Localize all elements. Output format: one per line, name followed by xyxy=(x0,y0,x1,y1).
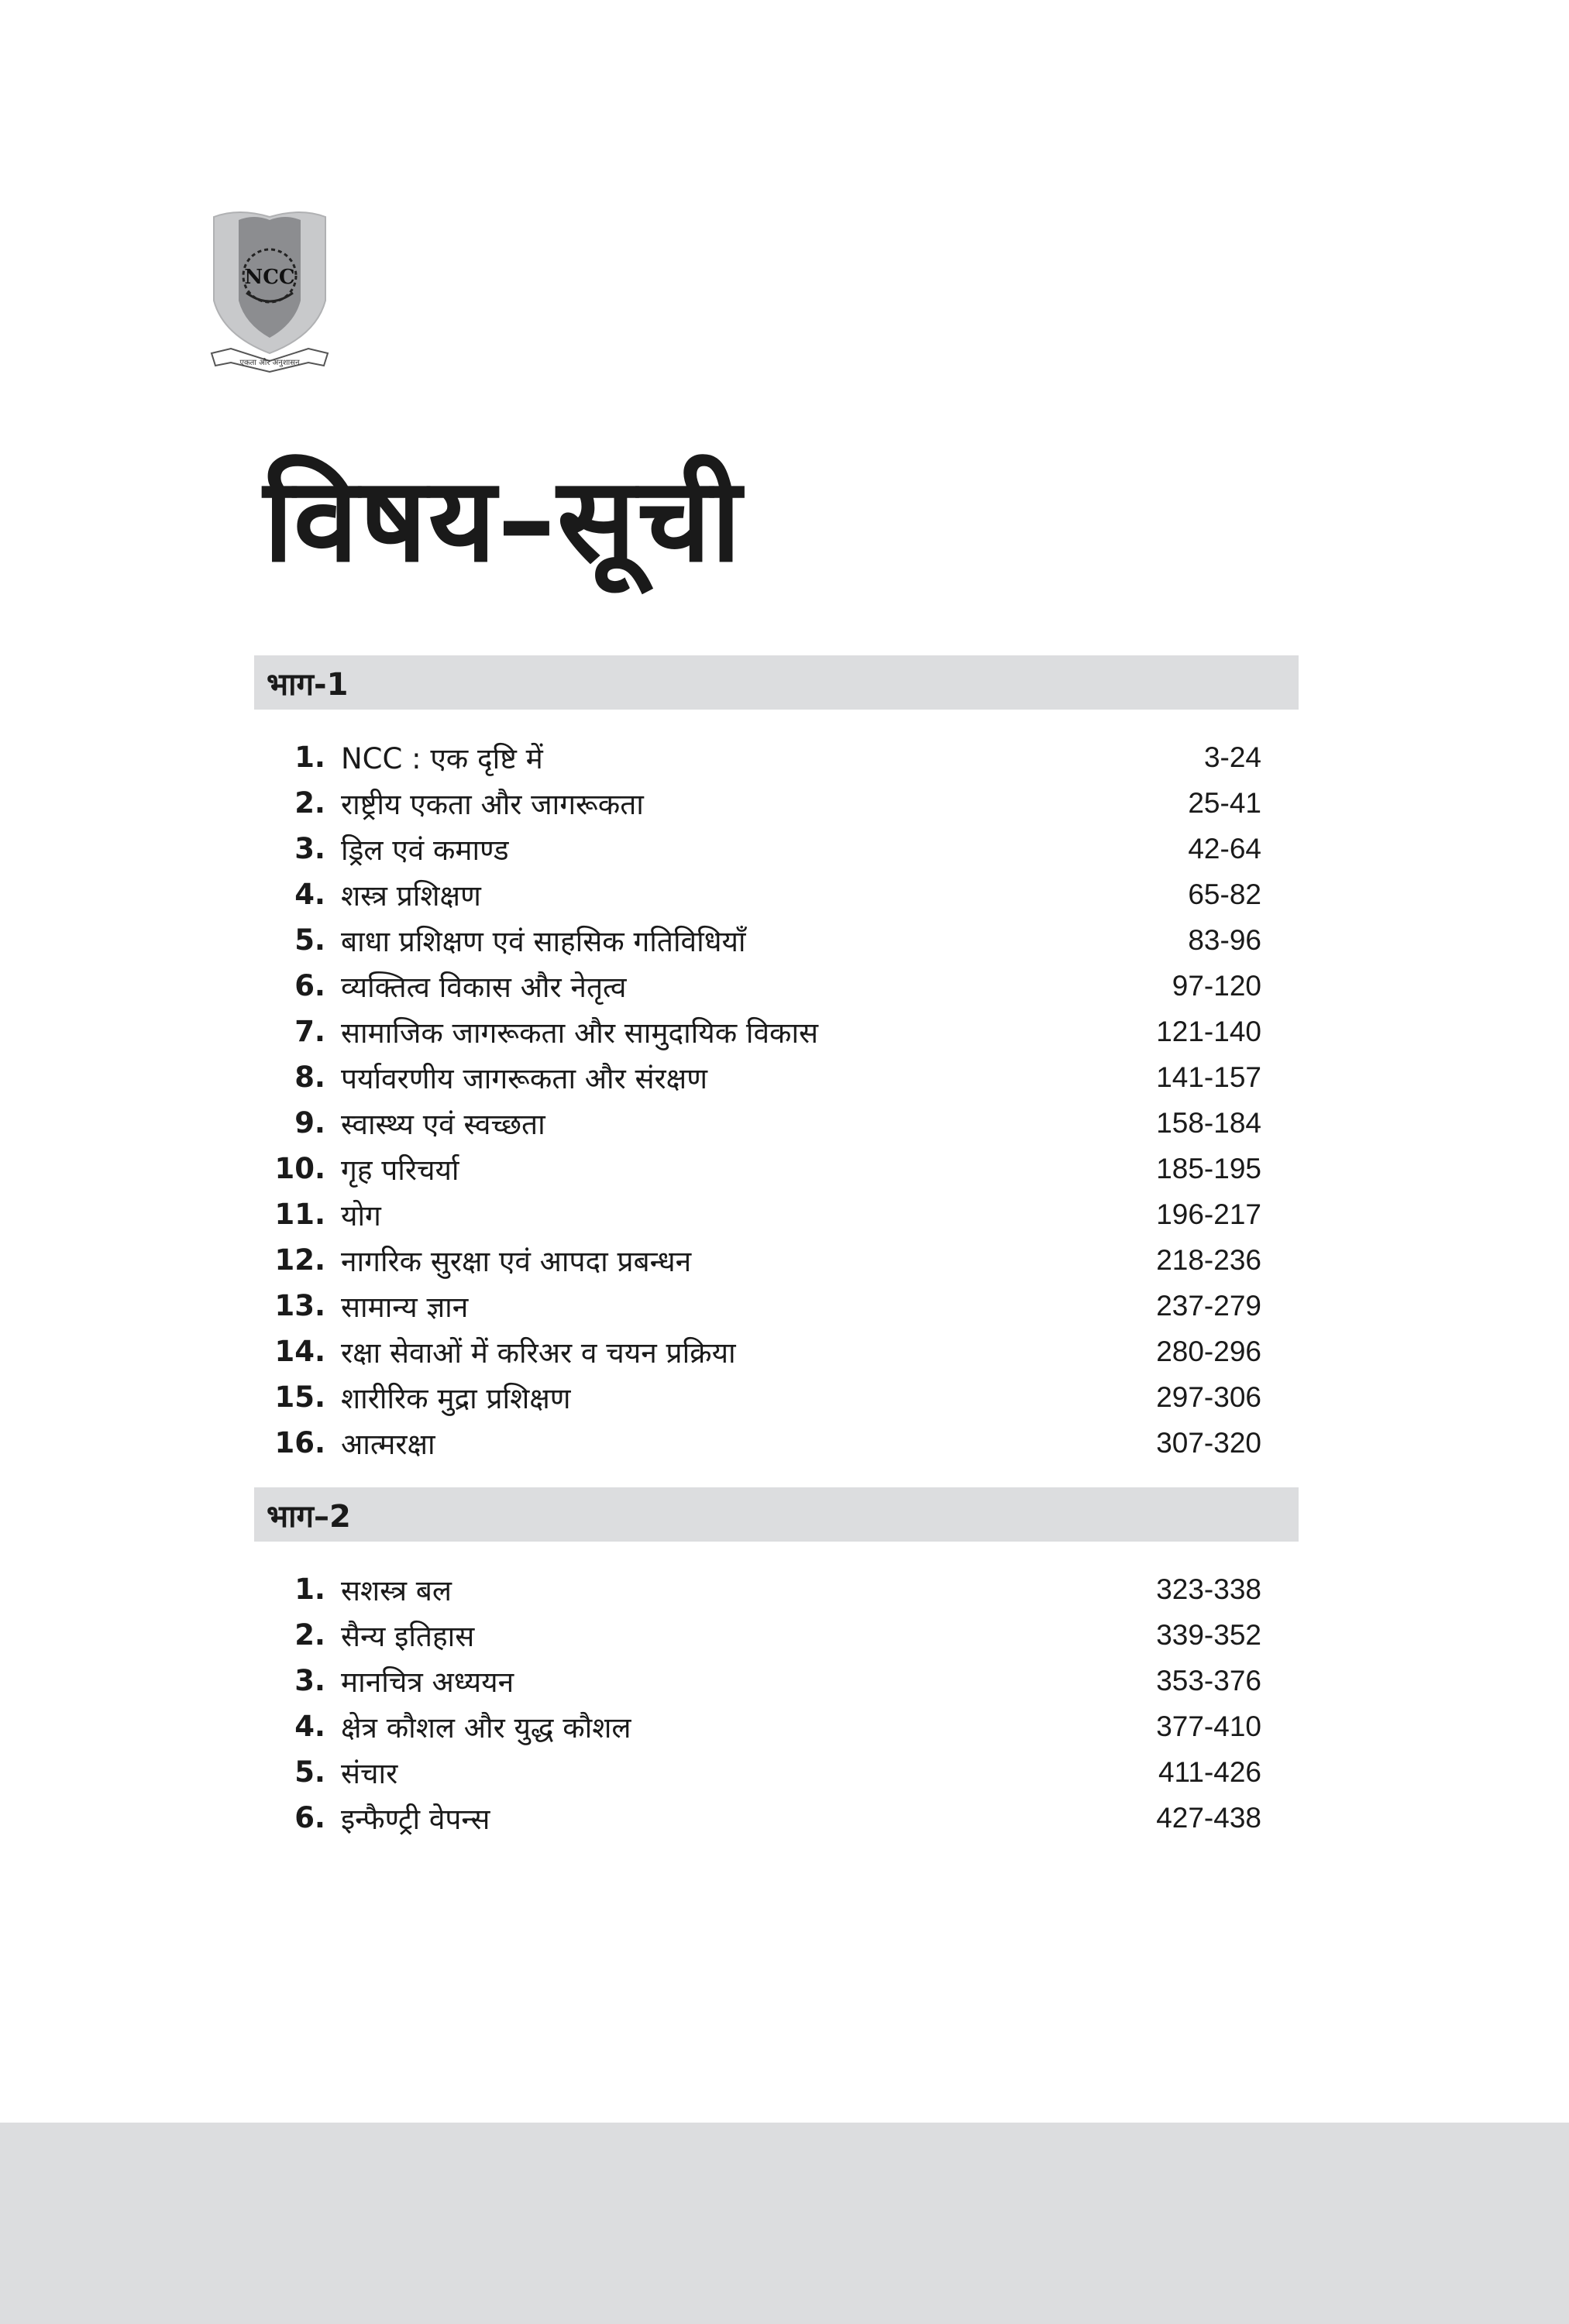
chapter-title: व्यक्तित्व विकास और नेतृत्व xyxy=(341,971,627,1004)
chapter-title: राष्ट्रीय एकता और जागरूकता xyxy=(341,788,644,821)
chapter-title: योग xyxy=(341,1199,381,1232)
chapter-number: 8. xyxy=(294,1061,325,1094)
chapter-number: 9. xyxy=(294,1106,325,1140)
page-range: 377-410 xyxy=(1156,1710,1261,1742)
toc-entry[interactable] xyxy=(254,1420,1299,1466)
ncc-logo xyxy=(208,208,332,374)
page-range: 158-184 xyxy=(1156,1106,1261,1139)
chapter-number: 2. xyxy=(294,786,325,820)
chapter-list xyxy=(254,1542,1299,1841)
chapter-title: क्षेत्र कौशल और युद्ध कौशल xyxy=(341,1711,631,1745)
chapter-number: 10. xyxy=(274,1152,325,1185)
chapter-title: रक्षा सेवाओं में करिअर व चयन प्रक्रिया xyxy=(341,1336,736,1370)
page-range: 411-426 xyxy=(1158,1755,1261,1788)
page-range: 121-140 xyxy=(1156,1015,1261,1047)
toc-entry[interactable] xyxy=(254,1658,1299,1703)
chapter-number: 11. xyxy=(274,1198,325,1231)
chapter-list xyxy=(254,710,1299,1466)
toc-entry[interactable] xyxy=(254,734,1299,780)
toc-entry[interactable] xyxy=(254,1329,1299,1374)
toc-entry[interactable] xyxy=(254,1009,1299,1054)
chapter-number: 4. xyxy=(294,878,325,911)
chapter-title: सामाजिक जागरूकता और सामुदायिक विकास xyxy=(341,1016,819,1050)
chapter-number: 1. xyxy=(294,1573,325,1606)
page-range: 339-352 xyxy=(1156,1618,1261,1651)
chapter-title: ड्रिल एवं कमाण्ड xyxy=(341,834,509,867)
chapter-number: 5. xyxy=(294,1755,325,1789)
toc-entry[interactable] xyxy=(254,1374,1299,1420)
page-range: 141-157 xyxy=(1156,1061,1261,1093)
chapter-title: पर्यावरणीय जागरूकता और संरक्षण xyxy=(341,1062,707,1095)
toc-entry[interactable] xyxy=(254,963,1299,1009)
chapter-title: संचार xyxy=(341,1757,398,1790)
page-range: 196-217 xyxy=(1156,1198,1261,1230)
toc-part-2 xyxy=(254,1487,1299,1841)
chapter-number: 12. xyxy=(274,1243,325,1277)
chapter-number: 6. xyxy=(294,969,325,1002)
part-heading: भाग–2 xyxy=(254,1487,1299,1542)
logo-motto: एकता और अनुशासन xyxy=(239,359,300,367)
ncc-emblem-icon xyxy=(208,208,332,374)
toc-entry[interactable] xyxy=(254,871,1299,917)
chapter-title: नागरिक सुरक्षा एवं आपदा प्रबन्धन xyxy=(341,1245,692,1278)
toc-part-1 xyxy=(254,655,1299,1466)
chapter-title: सैन्य इतिहास xyxy=(341,1620,475,1653)
page-range: 353-376 xyxy=(1156,1664,1261,1697)
toc-entry[interactable] xyxy=(254,826,1299,871)
chapter-number: 2. xyxy=(294,1618,325,1652)
toc-entry[interactable] xyxy=(254,1054,1299,1100)
page-range: 237-279 xyxy=(1156,1289,1261,1322)
page-range: 297-306 xyxy=(1156,1380,1261,1413)
chapter-number: 3. xyxy=(294,832,325,865)
toc-entry[interactable] xyxy=(254,1795,1299,1841)
chapter-number: 16. xyxy=(274,1426,325,1459)
chapter-title: शस्त्र प्रशिक्षण xyxy=(341,879,481,913)
chapter-title: इन्फैण्ट्री वेपन्स xyxy=(341,1803,490,1836)
chapter-number: 3. xyxy=(294,1664,325,1697)
page-range: 427-438 xyxy=(1156,1801,1261,1834)
toc-entry[interactable] xyxy=(254,1283,1299,1329)
page-title: विषय–सूची xyxy=(263,453,743,588)
page-range: 323-338 xyxy=(1156,1573,1261,1605)
chapter-title: गृह परिचर्या xyxy=(341,1153,459,1187)
page-range: 280-296 xyxy=(1156,1335,1261,1367)
page-range: 65-82 xyxy=(1188,878,1261,910)
chapter-number: 15. xyxy=(274,1380,325,1414)
toc-entry[interactable] xyxy=(254,1191,1299,1237)
toc-entry[interactable] xyxy=(254,1703,1299,1749)
toc-entry[interactable] xyxy=(254,1237,1299,1283)
page-range: 25-41 xyxy=(1188,786,1261,819)
chapter-title: मानचित्र अध्ययन xyxy=(341,1666,514,1699)
page-range: 83-96 xyxy=(1188,923,1261,956)
toc-entry[interactable] xyxy=(254,1566,1299,1612)
chapter-number: 5. xyxy=(294,923,325,957)
toc-entry[interactable] xyxy=(254,1100,1299,1146)
page-range: 185-195 xyxy=(1156,1152,1261,1184)
chapter-title: सामान्य ज्ञान xyxy=(341,1291,469,1324)
toc-entry[interactable] xyxy=(254,1612,1299,1658)
page-range: 218-236 xyxy=(1156,1243,1261,1276)
chapter-title: स्वास्थ्य एवं स्वच्छता xyxy=(341,1108,545,1141)
page-range: 307-320 xyxy=(1156,1426,1261,1459)
chapter-number: 1. xyxy=(294,741,325,774)
chapter-title: शारीरिक मुद्रा प्रशिक्षण xyxy=(341,1382,571,1415)
chapter-title: NCC : एक दृष्टि में xyxy=(341,742,543,775)
chapter-number: 13. xyxy=(274,1289,325,1322)
toc-entry[interactable] xyxy=(254,780,1299,826)
toc-entry[interactable] xyxy=(254,1749,1299,1795)
toc-entry[interactable] xyxy=(254,917,1299,963)
chapter-title: आत्मरक्षा xyxy=(341,1428,435,1461)
page-range: 97-120 xyxy=(1172,969,1261,1002)
chapter-number: 6. xyxy=(294,1801,325,1834)
chapter-number: 4. xyxy=(294,1710,325,1743)
chapter-title: सशस्त्र बल xyxy=(341,1574,452,1607)
chapter-title: बाधा प्रशिक्षण एवं साहसिक गतिविधियाँ xyxy=(341,925,746,958)
toc-entry[interactable] xyxy=(254,1146,1299,1191)
chapter-number: 14. xyxy=(274,1335,325,1368)
page-range: 3-24 xyxy=(1203,741,1261,773)
footer-band xyxy=(0,2123,1569,2324)
logo-letters: NCC xyxy=(244,266,295,289)
chapter-number: 7. xyxy=(294,1015,325,1048)
page-range: 42-64 xyxy=(1188,832,1261,865)
part-heading: भाग-1 xyxy=(254,655,1299,710)
